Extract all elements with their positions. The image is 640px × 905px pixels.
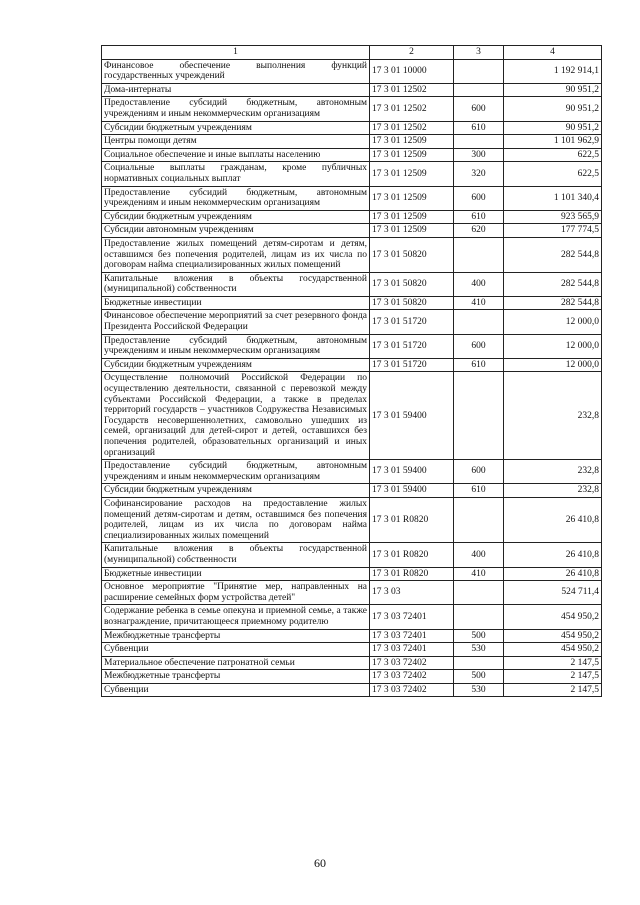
row-expense-type: 320	[454, 162, 504, 186]
row-amount: 232,8	[504, 372, 602, 460]
table-row	[102, 629, 602, 643]
row-expense-type: 500	[454, 629, 504, 643]
row-code: 17 3 01 51720	[370, 310, 454, 334]
row-amount: 2 147,5	[504, 683, 602, 697]
row-code: 17 3 01 59400	[370, 460, 454, 484]
row-name: Бюджетные инвестиции	[102, 296, 370, 310]
row-amount: 282 544,8	[504, 296, 602, 310]
row-expense-type: 610	[454, 484, 504, 498]
row-name: Материальное обеспечение патронатной семьи	[102, 656, 370, 670]
table-row	[102, 210, 602, 224]
row-code: 17 3 03 72401	[370, 605, 454, 629]
row-code: 17 3 01 12509	[370, 148, 454, 162]
table-row	[102, 581, 602, 605]
table-row	[102, 162, 602, 186]
row-amount: 282 544,8	[504, 272, 602, 296]
row-code: 17 3 01 59400	[370, 372, 454, 460]
row-expense-type: 400	[454, 543, 504, 567]
row-expense-type: 610	[454, 121, 504, 135]
row-code: 17 3 03 72402	[370, 656, 454, 670]
row-amount: 454 950,2	[504, 643, 602, 657]
row-expense-type: 610	[454, 358, 504, 372]
row-code: 17 3 01 R0820	[370, 497, 454, 542]
table-row	[102, 121, 602, 135]
row-code: 17 3 01 50820	[370, 296, 454, 310]
row-name: Субсидии бюджетным учреждениям	[102, 484, 370, 498]
row-code: 17 3 03 72402	[370, 683, 454, 697]
row-amount: 26 410,8	[504, 497, 602, 542]
row-name: Основное мероприятие "Принятие мер, направленных на расширение семейных форм устройства детей"	[102, 581, 370, 605]
row-code: 17 3 03	[370, 581, 454, 605]
row-expense-type: 600	[454, 334, 504, 358]
row-expense-type	[454, 59, 504, 83]
row-name: Бюджетные инвестиции	[102, 567, 370, 581]
row-code: 17 3 01 12509	[370, 186, 454, 210]
header-col-4: 4	[504, 46, 602, 60]
row-expense-type: 400	[454, 272, 504, 296]
row-code: 17 3 03 72401	[370, 643, 454, 657]
row-name: Межбюджетные трансферты	[102, 629, 370, 643]
row-amount: 622,5	[504, 148, 602, 162]
row-code: 17 3 01 R0820	[370, 543, 454, 567]
table-row	[102, 670, 602, 684]
row-expense-type: 530	[454, 643, 504, 657]
row-name: Предоставление субсидий бюджетным, автономным учреждениям и иным некоммерческим организациям	[102, 460, 370, 484]
row-name: Дома-интернаты	[102, 83, 370, 97]
table-row	[102, 310, 602, 334]
row-code: 17 3 03 72401	[370, 629, 454, 643]
row-code: 17 3 01 59400	[370, 484, 454, 498]
row-amount: 12 000,0	[504, 358, 602, 372]
table-row	[102, 497, 602, 542]
row-expense-type: 410	[454, 567, 504, 581]
row-name: Межбюджетные трансферты	[102, 670, 370, 684]
table-row	[102, 135, 602, 149]
row-code: 17 3 01 12509	[370, 162, 454, 186]
row-expense-type	[454, 83, 504, 97]
row-amount: 454 950,2	[504, 629, 602, 643]
table-row	[102, 372, 602, 460]
row-amount: 90 951,2	[504, 97, 602, 121]
table-row	[102, 97, 602, 121]
row-name: Предоставление субсидий бюджетным, автономным учреждениям и иным некоммерческим организациям	[102, 97, 370, 121]
table-row	[102, 334, 602, 358]
row-amount: 90 951,2	[504, 121, 602, 135]
row-expense-type	[454, 135, 504, 149]
row-name: Осуществление полномочий Российской Федерации по осуществлению деятельности, связанной с перевозкой между субъектами Российской Федерации, а также в пределах территорий государств – участников Содружества Независимых Государств несовершеннолетних, самовольно ушедших из семей, организаций для детей-сирот и детей, оставшихся без попечения родителей, образовательных организаций и иных организаций	[102, 372, 370, 460]
row-amount: 90 951,2	[504, 83, 602, 97]
row-name: Субсидии автономным учреждениям	[102, 224, 370, 238]
row-amount: 1 101 962,9	[504, 135, 602, 149]
row-name: Финансовое обеспечение мероприятий за счет резервного фонда Президента Российской Федерации	[102, 310, 370, 334]
row-name: Центры помощи детям	[102, 135, 370, 149]
table-row	[102, 237, 602, 272]
row-name: Предоставление жилых помещений детям-сиротам и детям, оставшимся без попечения родителей, лицам из их числа по договорам найма специализированных жилых помещений	[102, 237, 370, 272]
row-name: Предоставление субсидий бюджетным, автономным учреждениям и иным некоммерческим организациям	[102, 334, 370, 358]
row-code: 17 3 01 R0820	[370, 567, 454, 581]
row-code: 17 3 01 12509	[370, 135, 454, 149]
row-name: Социальные выплаты гражданам, кроме публичных нормативных социальных выплат	[102, 162, 370, 186]
table-row	[102, 683, 602, 697]
row-name: Субсидии бюджетным учреждениям	[102, 210, 370, 224]
row-amount: 2 147,5	[504, 670, 602, 684]
row-expense-type	[454, 237, 504, 272]
row-expense-type: 500	[454, 670, 504, 684]
row-amount: 232,8	[504, 460, 602, 484]
page-number: 60	[314, 856, 326, 870]
table-row	[102, 567, 602, 581]
row-expense-type	[454, 372, 504, 460]
row-code: 17 3 01 12502	[370, 121, 454, 135]
row-name: Социальное обеспечение и иные выплаты населению	[102, 148, 370, 162]
table-row	[102, 643, 602, 657]
row-amount: 2 147,5	[504, 656, 602, 670]
row-code: 17 3 01 51720	[370, 334, 454, 358]
row-amount: 1 192 914,1	[504, 59, 602, 83]
row-expense-type: 600	[454, 97, 504, 121]
row-expense-type	[454, 497, 504, 542]
row-code: 17 3 01 51720	[370, 358, 454, 372]
row-code: 17 3 01 50820	[370, 272, 454, 296]
row-name: Финансовое обеспечение выполнения функций государственных учреждений	[102, 59, 370, 83]
row-name: Предоставление субсидий бюджетным, автономным учреждениям и иным некоммерческим организациям	[102, 186, 370, 210]
row-name: Субвенции	[102, 683, 370, 697]
row-expense-type	[454, 581, 504, 605]
table-row	[102, 186, 602, 210]
row-name: Содержание ребенка в семье опекуна и приемной семье, а также вознаграждение, причитающееся приемному родителю	[102, 605, 370, 629]
row-expense-type	[454, 605, 504, 629]
header-col-2: 2	[370, 46, 454, 60]
table-row	[102, 605, 602, 629]
row-amount: 923 565,9	[504, 210, 602, 224]
row-code: 17 3 01 12509	[370, 210, 454, 224]
table-row	[102, 296, 602, 310]
table-row	[102, 656, 602, 670]
row-amount: 622,5	[504, 162, 602, 186]
row-expense-type: 410	[454, 296, 504, 310]
row-code: 17 3 01 12502	[370, 83, 454, 97]
budget-table	[101, 45, 602, 697]
row-expense-type	[454, 656, 504, 670]
table-row	[102, 460, 602, 484]
row-amount: 12 000,0	[504, 310, 602, 334]
row-name: Субсидии бюджетным учреждениям	[102, 121, 370, 135]
row-amount: 177 774,5	[504, 224, 602, 238]
row-amount: 26 410,8	[504, 543, 602, 567]
row-code: 17 3 01 10000	[370, 59, 454, 83]
row-amount: 232,8	[504, 484, 602, 498]
row-code: 17 3 01 50820	[370, 237, 454, 272]
table-body	[102, 59, 602, 697]
row-amount: 282 544,8	[504, 237, 602, 272]
table-row	[102, 224, 602, 238]
row-code: 17 3 01 12509	[370, 224, 454, 238]
row-amount: 12 000,0	[504, 334, 602, 358]
row-code: 17 3 01 12502	[370, 97, 454, 121]
table-row	[102, 148, 602, 162]
row-name: Субсидии бюджетным учреждениям	[102, 358, 370, 372]
row-code: 17 3 03 72402	[370, 670, 454, 684]
row-expense-type: 620	[454, 224, 504, 238]
row-amount: 524 711,4	[504, 581, 602, 605]
row-expense-type: 530	[454, 683, 504, 697]
row-name: Субвенции	[102, 643, 370, 657]
table-row	[102, 543, 602, 567]
row-name: Капитальные вложения в объекты государственной (муниципальной) собственности	[102, 543, 370, 567]
row-name: Капитальные вложения в объекты государственной (муниципальной) собственности	[102, 272, 370, 296]
row-amount: 1 101 340,4	[504, 186, 602, 210]
row-name: Софинансирование расходов на предоставление жилых помещений детям-сиротам и детям, оставшимся без попечения родителей, лицам из их числа по договорам найма специализированных жилых помещений	[102, 497, 370, 542]
table-row	[102, 59, 602, 83]
row-expense-type	[454, 310, 504, 334]
header-col-3: 3	[454, 46, 504, 60]
row-expense-type: 600	[454, 186, 504, 210]
row-expense-type: 600	[454, 460, 504, 484]
row-amount: 454 950,2	[504, 605, 602, 629]
row-expense-type: 610	[454, 210, 504, 224]
row-amount: 26 410,8	[504, 567, 602, 581]
table-row	[102, 358, 602, 372]
row-expense-type: 300	[454, 148, 504, 162]
header-col-1: 1	[102, 46, 370, 60]
table-row	[102, 272, 602, 296]
table-header-row	[102, 46, 602, 60]
table-row	[102, 83, 602, 97]
table-row	[102, 484, 602, 498]
